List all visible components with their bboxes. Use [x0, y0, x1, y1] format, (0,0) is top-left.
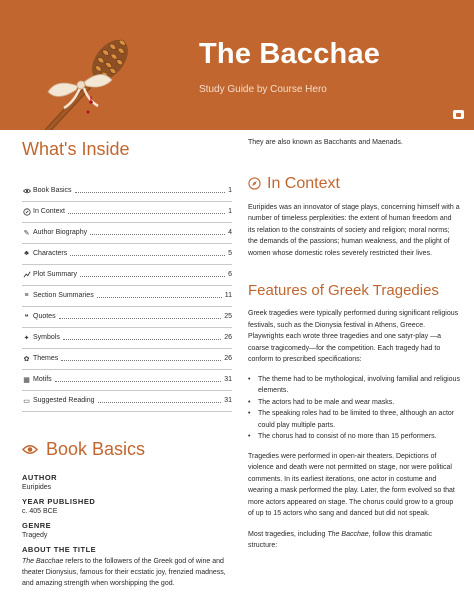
genre-key: GENRE: [22, 521, 52, 530]
toc-label: Author Biography: [33, 229, 88, 236]
toc-item-motifs[interactable]: [22, 370, 232, 389]
list-item: [248, 397, 460, 409]
list-item-text: The chorus had to consist of no more than 15 performers.: [258, 433, 437, 440]
compass-icon: [248, 177, 261, 190]
toc-label: Suggested Reading: [33, 397, 95, 404]
bullet-icon: •: [248, 375, 251, 383]
toc-label: Characters: [33, 250, 68, 257]
toc-leader: [59, 318, 222, 319]
toc-item-plot-summary[interactable]: [22, 265, 232, 284]
list-item-text: The theme had to be mythological, involving familial and religious elements.: [258, 375, 460, 394]
toc-label: Themes: [33, 355, 59, 362]
page-subtitle: Study Guide by Course Hero: [199, 84, 327, 95]
chart-icon: [22, 270, 31, 279]
toc-item-characters[interactable]: [22, 244, 232, 263]
about-title-text: [22, 556, 232, 589]
toc-page: 26: [224, 355, 232, 362]
symbol-icon: ✦: [23, 334, 30, 342]
context-paragraph: Euripides was an innovator of stage plays, concerning himself with a number of timeless perplexities: the extent of human freedom and its relation to the constraints of society and religion; moral norms; the demands of the passions; human weakness, and the plight of women whose domestic roles severely restricted their lives.: [248, 203, 460, 257]
toc-item-in-context[interactable]: [22, 202, 232, 221]
themes-icon: ✿: [23, 355, 30, 363]
closing-italic: The Bacchae: [327, 530, 369, 538]
toc-item-author-biography[interactable]: [22, 223, 232, 242]
divider: [22, 411, 232, 412]
toc-page: 11: [224, 292, 232, 299]
closing-suffix: , follow this dramatic structure:: [248, 530, 433, 549]
toc-item-suggested-reading[interactable]: [22, 391, 232, 410]
header-banner: [0, 0, 474, 130]
eye-icon: [22, 444, 38, 455]
toc-page: 1: [228, 187, 232, 194]
toc-leader: [70, 255, 225, 256]
toc-leader: [97, 297, 222, 298]
about-title-body: refers to the followers of the Greek god of wine and theater Dionysius, famous for their ecstatic joy, frenzied madness, and amazing strength when worshipping the god.: [22, 558, 226, 587]
bullet-icon: •: [248, 410, 251, 417]
toc-item-section-summaries[interactable]: [22, 286, 232, 305]
features-list: [248, 374, 460, 443]
toc-page: 5: [228, 250, 232, 257]
year-value: c. 405 BCE: [22, 508, 58, 515]
toc-page: 31: [224, 397, 232, 404]
bullet-icon: •: [248, 433, 251, 440]
toc-item-themes[interactable]: [22, 349, 232, 368]
eye-icon: [22, 186, 31, 195]
list-item-text: The speaking roles had to be limited to three, although an actor could play multiple parts.: [258, 410, 455, 429]
toc-leader: [90, 234, 225, 235]
toc-leader: [68, 213, 225, 214]
toc-page: 1: [228, 208, 232, 215]
book-basics-title: Book Basics: [46, 439, 146, 459]
features-paragraph: Greek tragedies were typically performed during significant religious festivals, such as the Dionysia festival in Athens, Greece. Playwrights each wrote three tragedies and one satyr-play —a coarse tragicomedy—for the competition. Each tragedy had to conform to prescribed specifications:: [248, 310, 459, 363]
toc-label: Motifs: [33, 376, 52, 383]
page-title: The Bacchae: [199, 38, 381, 70]
toc-page: 31: [224, 376, 232, 383]
closing-prefix: Most tragedies, including: [248, 530, 328, 538]
toc-heading: What's Inside: [22, 139, 130, 159]
staging-paragraph: Tragedies were performed in open-air theaters. Depictions of violence and death were not permitted on stage, nor were political comments. In its earliest iterations, one actor in costume and wearing a mask performed the play. Later, the form evolved so that more actors appeared on stage. The chorus could grow to a group of up to 15 actors who sang and danced but did not speak.: [248, 452, 455, 517]
quote-icon: ❝: [24, 313, 29, 321]
course-hero-logo-icon: [453, 110, 464, 119]
list-item: [248, 408, 460, 431]
intro-text: They are also known as Bacchants and Maenads.: [248, 139, 403, 146]
book-basics-heading: [22, 439, 232, 460]
toc-label: Book Basics: [33, 187, 72, 194]
toc-page: 26: [224, 334, 232, 341]
list-item: [248, 374, 460, 397]
toc-leader: [75, 192, 226, 193]
toc-label: Symbols: [33, 334, 60, 341]
about-title-key: ABOUT THE TITLE: [22, 545, 97, 554]
toc-label: Section Summaries: [33, 292, 94, 299]
left-column: [22, 134, 232, 589]
toc-leader: [55, 381, 222, 382]
features-heading: Features of Greek Tragedies: [248, 282, 439, 299]
list-icon: ≡: [24, 292, 29, 299]
in-context-title: In Context: [267, 174, 340, 192]
table-of-contents: [22, 181, 232, 412]
book-icon: ▭: [23, 397, 30, 405]
toc-page: 25: [224, 313, 232, 320]
author-value: Euripides: [22, 484, 52, 491]
closing-paragraph: [248, 529, 460, 552]
right-column: [248, 137, 460, 552]
toc-page: 6: [228, 271, 232, 278]
toc-leader: [98, 402, 222, 403]
toc-label: Plot Summary: [33, 271, 77, 278]
motifs-icon: ▦: [23, 376, 30, 384]
toc-leader: [63, 339, 221, 340]
thyrsus-illustration: [40, 30, 150, 130]
toc-item-quotes[interactable]: [22, 307, 232, 326]
author-key: AUTHOR: [22, 473, 58, 482]
toc-item-symbols[interactable]: [22, 328, 232, 347]
toc-leader: [80, 276, 225, 277]
book-basics-details: [22, 473, 232, 589]
about-title-italic: The Bacchae: [22, 558, 64, 565]
year-key: YEAR PUBLISHED: [22, 497, 96, 506]
toc-leader: [61, 360, 221, 361]
toc-label: Quotes: [33, 313, 56, 320]
compass-icon: [22, 207, 31, 216]
in-context-heading: [248, 175, 460, 193]
bullet-icon: •: [248, 398, 251, 406]
people-icon: ♣: [24, 250, 29, 257]
toc-item-book-basics[interactable]: [22, 181, 232, 200]
genre-value: Tragedy: [22, 532, 48, 539]
list-item: [248, 431, 460, 443]
toc-page: 4: [228, 229, 232, 236]
pen-icon: ✎: [23, 229, 30, 237]
list-item-text: The actors had to be male and wear masks.: [258, 398, 395, 406]
toc-label: In Context: [33, 208, 65, 215]
